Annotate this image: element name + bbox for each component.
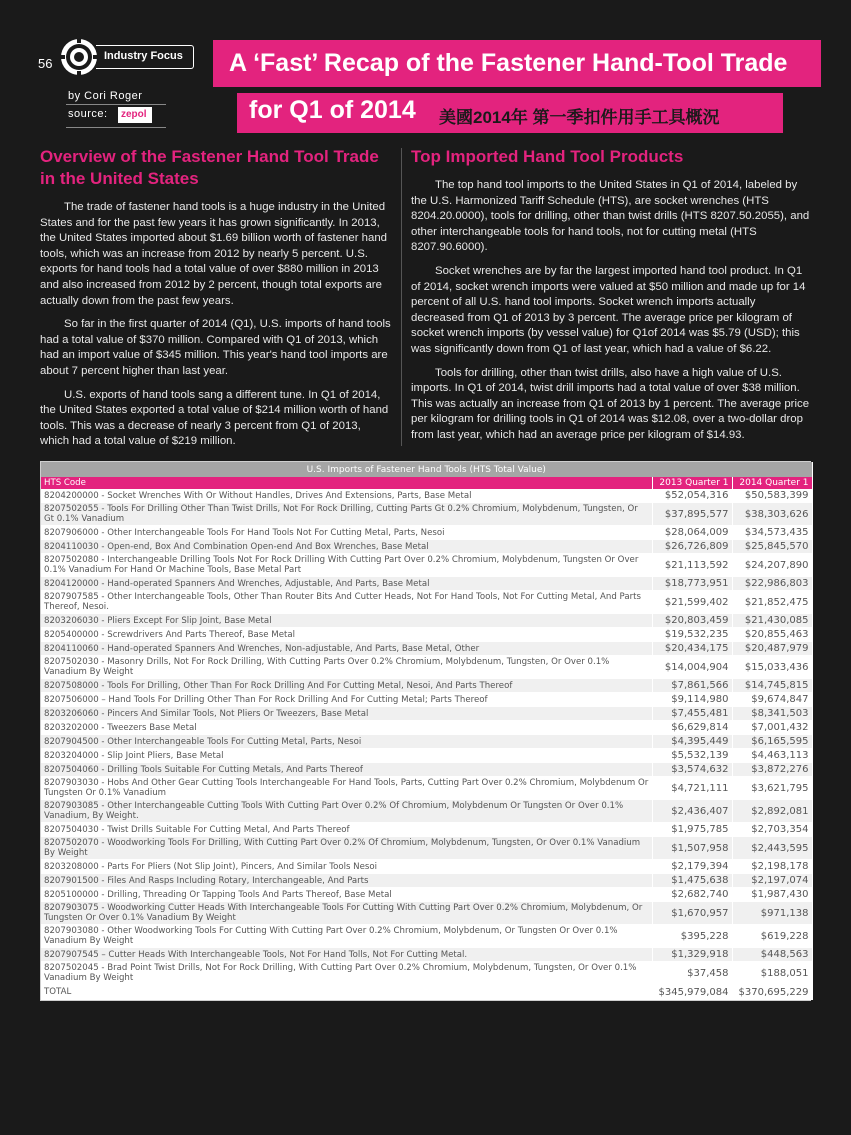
row-description: 8207502045 - Brad Point Twist Drills, Not For Rock Drilling, With Cutting Part Over 0.2% Chromium, Molybdenum, Tungsten, Or Over 0.1% Vanadium By Weight — [41, 962, 652, 985]
row-value-2014: $3,872,276 — [732, 763, 812, 777]
table-row — [41, 554, 812, 577]
row-description: 8207504060 - Drilling Tools Suitable For Cutting Metals, And Parts Thereof — [41, 763, 652, 777]
row-value-2013: $4,721,111 — [652, 777, 732, 800]
row-description: 8204200000 - Socket Wrenches With Or Without Handles, Drives And Extensions, Parts, Base Metal — [41, 489, 652, 503]
column-divider — [401, 148, 402, 446]
row-value-2014: $21,852,475 — [732, 591, 812, 614]
row-value-2014: $2,198,178 — [732, 860, 812, 874]
row-value-2014: $34,573,435 — [732, 526, 812, 540]
left-column-heading: Overview of the Fastener Hand Tool Trade in the United States — [40, 147, 379, 188]
row-value-2013: $26,726,809 — [652, 540, 732, 554]
table-caption: U.S. Imports of Fastener Hand Tools (HTS Total Value) — [41, 462, 812, 477]
right-column-heading: Top Imported Hand Tool Products — [411, 147, 684, 166]
table-row — [41, 888, 812, 902]
right-paragraph: The top hand tool imports to the United States in Q1 of 2014, labeled by the U.S. Harmonized Tariff Schedule (HTS), are socket wrenches (HTS 8204.20.0000), tools for drilling, other than twist drills (HTS 8207.50.2055), and other interchangeable tools for hand tools, not for cutting metal (HTS 8207.90.6000). — [411, 179, 810, 254]
table-row — [41, 642, 812, 656]
row-value-2013: $6,629,814 — [652, 721, 732, 735]
row-description: 8203208000 - Parts For Pliers (Not Slip Joint), Pincers, And Similar Tools Nesoi — [41, 860, 652, 874]
table-row — [41, 721, 812, 735]
row-value-2013: $21,599,402 — [652, 591, 732, 614]
imports-table — [40, 461, 811, 1001]
row-value-2014: $50,583,399 — [732, 489, 812, 503]
row-value-2014: $14,745,815 — [732, 679, 812, 693]
row-description: 8207901500 - Files And Rasps Including Rotary, Interchangeable, And Parts — [41, 874, 652, 888]
row-value-2014: $38,303,626 — [732, 503, 812, 526]
table-row — [41, 925, 812, 948]
row-description: 8207903075 - Woodworking Cutter Heads With Interchangeable Tools For Cutting With Cutting Part Over 0.2% Chromium, Molybdenum, Or Tungsten Or Over 0.1% Vanadium By Weight — [41, 902, 652, 925]
table-row — [41, 800, 812, 823]
row-value-2014: $20,487,979 — [732, 642, 812, 656]
table-row — [41, 526, 812, 540]
row-value-2013: $1,475,638 — [652, 874, 732, 888]
row-description: 8207502030 - Masonry Drills, Not For Rock Drilling, With Cutting Parts Over 0.2% Chromium, Molybdenum, Tungsten, Or Over 0.1% Vanadium By Weight — [41, 656, 652, 679]
row-description: 8207502055 - Tools For Drilling Other Than Twist Drills, Not For Rock Drilling, Cutting Parts Gt 0.2% Chromium, Molybdenum, Tungsten, Or Gt 0.1% Vanadium — [41, 503, 652, 526]
row-value-2013: $2,436,407 — [652, 800, 732, 823]
table-row — [41, 874, 812, 888]
row-description: 8204120000 - Hand-operated Spanners And Wrenches, Adjustable, And Parts, Base Metal — [41, 577, 652, 591]
row-value-2014: $15,033,436 — [732, 656, 812, 679]
table-row — [41, 948, 812, 962]
row-description: 8205100000 - Drilling, Threading Or Tapping Tools And Parts Thereof, Base Metal — [41, 888, 652, 902]
row-value-2013: $18,773,951 — [652, 577, 732, 591]
left-paragraph: U.S. exports of hand tools sang a different tune. In Q1 of 2014, the United States exported a total value of $214 million worth of hand tools. This was a decrease of nearly 3 percent from Q1 of 2013, which had a total value of $219 million. — [40, 388, 389, 448]
table-row — [41, 693, 812, 707]
row-description: 8207907585 - Other Interchangeable Tools, Other Than Router Bits And Cutter Heads, Not For Hand Tools, Not For Cutting Metal, And Parts Thereof, Nesoi. — [41, 591, 652, 614]
row-value-2014: $9,674,847 — [732, 693, 812, 707]
row-value-2013: $3,574,632 — [652, 763, 732, 777]
article-title-line-2 — [237, 93, 783, 133]
left-paragraph: The trade of fastener hand tools is a huge industry in the United States and for the past few years it has grown significantly. In 2013, the United States imported about $1.69 billion worth of fastener hand tools, which was an increase from 2012 by nearly 5 percent. U.S. exports for hand tools had a total value of over $880 million in 2013 and also increased from 2012 by 2 percent, though total exports are actually down from the past few years. — [40, 201, 388, 307]
row-value-2013: $37,895,577 — [652, 503, 732, 526]
row-description: 8207903080 - Other Woodworking Tools For Cutting With Cutting Part Over 0.2% Chromium, Molybdenum, Or Tungsten Or Over 0.1% Vanadium By Weight — [41, 925, 652, 948]
row-value-2014: $8,341,503 — [732, 707, 812, 721]
table-row — [41, 823, 812, 837]
row-value-2013: $1,329,918 — [652, 948, 732, 962]
article-title-subline: for Q1 of 2014 — [249, 96, 416, 124]
total-2013: $345,979,084 — [652, 985, 732, 1000]
byline-rule — [66, 104, 166, 105]
page-number: 56 — [38, 56, 53, 71]
row-value-2014: $188,051 — [732, 962, 812, 985]
row-description: 8207903085 - Other Interchangeable Cutting Tools With Cutting Part Over 0.2% Of Chromium, Molybdenum Or Tungsten Or Over 0.1% Vanadium, By Weight. — [41, 800, 652, 823]
row-value-2013: $9,114,980 — [652, 693, 732, 707]
row-description: 8207904500 - Other Interchangeable Tools For Cutting Metal, Parts, Nesoi — [41, 735, 652, 749]
right-paragraph: Tools for drilling, other than twist drills, also have a high value of U.S. imports. In Q1 of 2014, twist drill imports had a total value of over $38 million. This was actually an increase from Q1 of 2013 by 1 percent. The average price per kilogram for drilling tools in Q1 of 2014 was $12.08, over a two-dollar drop from last year, which had an average price per kilogram of $14.93. — [411, 366, 810, 441]
table-row — [41, 489, 812, 503]
row-description: 8207506000 – Hand Tools For Drilling Other Than For Rock Drilling And For Cutting Metal; Parts Thereof — [41, 693, 652, 707]
row-value-2014: $619,228 — [732, 925, 812, 948]
row-description: 8203204000 - Slip Joint Pliers, Base Metal — [41, 749, 652, 763]
row-value-2013: $19,532,235 — [652, 628, 732, 642]
row-value-2014: $448,563 — [732, 948, 812, 962]
row-value-2014: $6,165,595 — [732, 735, 812, 749]
row-value-2014: $21,430,085 — [732, 614, 812, 628]
table-body — [41, 489, 812, 985]
table-row — [41, 540, 812, 554]
table-header-hts: HTS Code — [41, 477, 652, 489]
row-value-2013: $1,975,785 — [652, 823, 732, 837]
row-description: 8207903030 - Hobs And Other Gear Cutting Tools Interchangeable For Hand Tools, Parts, Cutting Part Over 0.2% Chromium, Molybdenum Or Tungsten Or 0.1% Vanadium — [41, 777, 652, 800]
row-description: 8207502080 - Interchangeable Drilling Tools Not For Rock Drilling With Cutting Part Over 0.2% Chromium, Molybdenum, Tungsten Or Over 0.1% Vanadium For Hand Or Machine Tools, Base Metal Part — [41, 554, 652, 577]
row-value-2013: $7,455,481 — [652, 707, 732, 721]
row-value-2013: $37,458 — [652, 962, 732, 985]
source-logo: zepol — [118, 107, 152, 123]
row-description: 8207906000 - Other Interchangeable Tools For Hand Tools Not For Cutting Metal, Parts, Nesoi — [41, 526, 652, 540]
right-paragraph: Socket wrenches are by far the largest imported hand tool product. In Q1 of 2014, socket wrench imports were valued at $50 million and made up for 14 percent of all U.S. hand tool imports. Socket wrench imports actually decreased from Q1 of 2013 by 3 percent. The average price per kilogram of socket wrench imports (by vessel value) for Q1of 2014 was $5.79 (USD); this was significantly down from Q1 of last year, which had a value of $6.22. — [411, 264, 806, 355]
row-value-2014: $2,703,354 — [732, 823, 812, 837]
section-tag: Industry Focus — [96, 45, 194, 69]
table-row — [41, 902, 812, 925]
article-title: A ‘Fast’ Recap of the Fastener Hand-Tool Trade — [213, 40, 821, 87]
table-row — [41, 707, 812, 721]
table-row — [41, 837, 812, 860]
row-value-2014: $24,207,890 — [732, 554, 812, 577]
row-value-2013: $1,670,957 — [652, 902, 732, 925]
row-value-2013: $20,434,175 — [652, 642, 732, 656]
row-value-2014: $4,463,113 — [732, 749, 812, 763]
table-row — [41, 777, 812, 800]
row-value-2013: $2,682,740 — [652, 888, 732, 902]
row-value-2014: $7,001,432 — [732, 721, 812, 735]
table-row — [41, 860, 812, 874]
table-row — [41, 503, 812, 526]
row-description: 8204110060 - Hand-operated Spanners And Wrenches, Non-adjustable, And Parts, Base Metal, Other — [41, 642, 652, 656]
table-row — [41, 577, 812, 591]
row-description: 8207907545 – Cutter Heads With Interchangeable Tools, Not For Hand Tolls, Not For Cutting Metal. — [41, 948, 652, 962]
row-value-2014: $2,443,595 — [732, 837, 812, 860]
row-value-2013: $2,179,394 — [652, 860, 732, 874]
row-value-2014: $2,197,074 — [732, 874, 812, 888]
source-label: source: — [68, 108, 108, 120]
row-value-2013: $52,054,316 — [652, 489, 732, 503]
row-value-2013: $395,228 — [652, 925, 732, 948]
table-row — [41, 735, 812, 749]
source-rule — [66, 127, 166, 128]
table-header-2014: 2014 Quarter 1 — [732, 477, 812, 489]
left-column — [40, 146, 392, 458]
byline: by Cori Roger — [68, 90, 143, 102]
right-column — [411, 146, 811, 452]
row-value-2013: $14,004,904 — [652, 656, 732, 679]
table-row — [41, 962, 812, 985]
row-description: 8203206060 - Pincers And Similar Tools, Not Pliers Or Tweezers, Base Metal — [41, 707, 652, 721]
total-2014: $370,695,229 — [732, 985, 812, 1000]
left-paragraph: So far in the first quarter of 2014 (Q1), U.S. imports of hand tools had a total value of $370 million. Compared with Q1 of 2013, which had an import value of $345 million. This year's hand tool imports are about 7 percent higher than last year. — [40, 318, 391, 377]
row-value-2013: $7,861,566 — [652, 679, 732, 693]
article-title-chinese: 美國2014年 第一季扣件用手工具概況 — [439, 108, 720, 127]
row-value-2013: $21,113,592 — [652, 554, 732, 577]
row-description: 8203206030 - Pliers Except For Slip Joint, Base Metal — [41, 614, 652, 628]
total-label: TOTAL — [41, 985, 652, 1000]
row-value-2014: $25,845,570 — [732, 540, 812, 554]
table-row — [41, 763, 812, 777]
row-description: 8207504030 - Twist Drills Suitable For Cutting Metal, And Parts Thereof — [41, 823, 652, 837]
table-row — [41, 749, 812, 763]
row-value-2013: $28,064,009 — [652, 526, 732, 540]
table-row — [41, 679, 812, 693]
row-value-2013: $1,507,958 — [652, 837, 732, 860]
table-row — [41, 591, 812, 614]
table-total-row — [41, 985, 812, 1000]
row-value-2014: $1,987,430 — [732, 888, 812, 902]
row-value-2014: $3,621,795 — [732, 777, 812, 800]
row-value-2014: $2,892,081 — [732, 800, 812, 823]
row-value-2013: $20,803,459 — [652, 614, 732, 628]
row-description: 8205400000 - Screwdrivers And Parts Thereof, Base Metal — [41, 628, 652, 642]
row-description: 8204110030 - Open-end, Box And Combination Open-end And Box Wrenches, Base Metal — [41, 540, 652, 554]
row-value-2014: $971,138 — [732, 902, 812, 925]
row-value-2013: $4,395,449 — [652, 735, 732, 749]
table-row — [41, 614, 812, 628]
row-value-2013: $5,532,139 — [652, 749, 732, 763]
table-row — [41, 628, 812, 642]
row-value-2014: $20,855,463 — [732, 628, 812, 642]
row-value-2014: $22,986,803 — [732, 577, 812, 591]
row-description: 8203202000 - Tweezers Base Metal — [41, 721, 652, 735]
table-row — [41, 656, 812, 679]
table-header-2013: 2013 Quarter 1 — [652, 477, 732, 489]
row-description: 8207508000 - Tools For Drilling, Other Than For Rock Drilling And For Cutting Metal, Nesoi, And Parts Thereof — [41, 679, 652, 693]
industry-focus-logo-icon — [60, 38, 98, 76]
row-description: 8207502070 - Woodworking Tools For Drilling, With Cutting Part Over 0.2% Of Chromium, Molybdenum, Tungsten, Or Over 0.1% Vanadium By Weight — [41, 837, 652, 860]
